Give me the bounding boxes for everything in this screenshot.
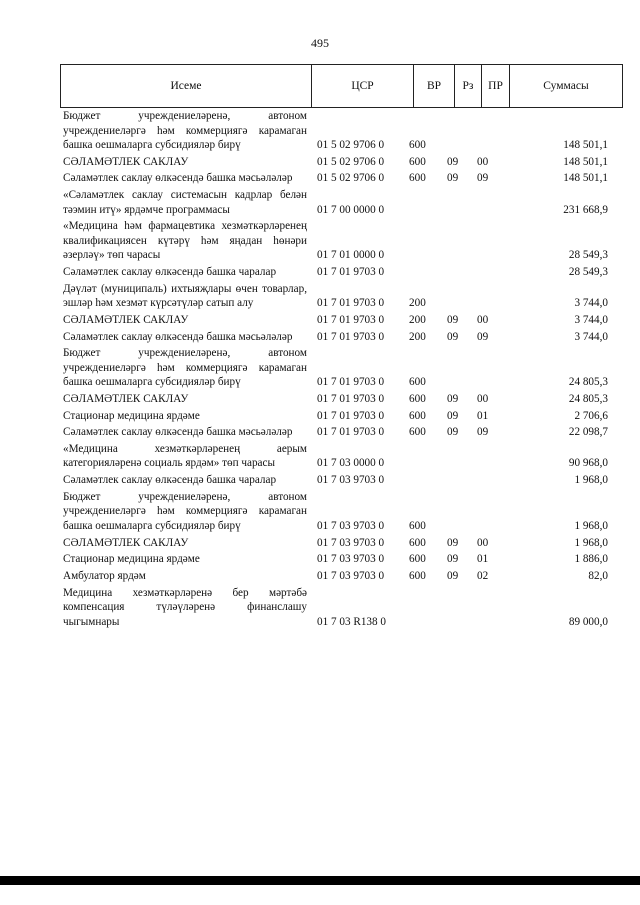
cell-name: Сәламәтлек саклау өлкәсендә башка чаралар (63, 265, 277, 278)
page-number: 495 (311, 36, 329, 50)
cell-sum: 82,0 (588, 569, 608, 582)
cell-name: Стационар медицина ярдәме (63, 553, 200, 566)
cell-csr: 01 7 03 9703 0 (317, 553, 385, 566)
cell-pr: 01 (477, 409, 489, 422)
cell-name: Дәүләт (муниципаль) ихтыяҗлары өчен товарлар, эшләр һәм хезмәт күрсәтүләр сатып алу (63, 282, 307, 310)
cell-sum: 3 744,0 (574, 330, 608, 343)
cell-rz: 09 (447, 313, 459, 326)
cell-pr: 00 (477, 155, 489, 168)
cell-rz: 09 (447, 569, 459, 582)
cell-sum: 28 549,3 (568, 265, 608, 278)
cell-rz: 09 (447, 409, 459, 422)
cell-name: СӘЛАМӘТЛЕК САКЛАУ (63, 392, 189, 405)
cell-name: СӘЛАМӘТЛЕК САКЛАУ (63, 536, 189, 549)
cell-sum: 2 706,6 (574, 409, 608, 422)
table-row (63, 313, 608, 328)
cell-rz: 09 (447, 392, 459, 405)
cell-csr: 01 7 01 9703 0 (317, 297, 385, 310)
cell-sum: 3 744,0 (574, 313, 608, 326)
cell-vr: 600 (409, 569, 426, 582)
cell-vr: 200 (409, 313, 426, 326)
cell-vr: 600 (409, 392, 426, 405)
cell-sum: 22 098,7 (568, 426, 608, 439)
cell-vr: 600 (409, 139, 426, 151)
cell-csr: 01 7 03 9703 0 (317, 474, 385, 487)
column-header-vr: ВР (413, 65, 454, 107)
table-row (63, 155, 608, 170)
table-row (63, 219, 608, 263)
cell-rz: 09 (447, 172, 459, 185)
table-row (63, 586, 608, 630)
cell-sum: 3 744,0 (574, 297, 608, 310)
cell-sum: 90 968,0 (568, 457, 608, 470)
cell-pr: 00 (477, 536, 489, 549)
cell-sum: 1 968,0 (574, 519, 608, 532)
cell-vr: 600 (409, 519, 426, 532)
table-row (63, 442, 608, 471)
cell-name: Амбулатор ярдәм (63, 569, 146, 582)
cell-sum: 1 886,0 (574, 553, 608, 566)
cell-vr: 600 (409, 536, 426, 549)
cell-sum: 231 668,9 (563, 203, 608, 216)
cell-name: Сәламәтлек саклау өлкәсендә башка мәсьәләләр (63, 330, 293, 343)
cell-name: Бюджет учреждениеләренә, автоном учреждениеләргә һәм коммерциягә карамаган башка оешмаларга субсидияләр бирү (63, 347, 307, 389)
cell-csr: 01 7 01 9703 0 (317, 392, 385, 405)
cell-name: Сәламәтлек саклау өлкәсендә башка чаралар (63, 474, 277, 487)
cell-name: «Медицина хезмәткәрләренең аерым категорияләренә социаль ярдәм» төп чарасы (63, 442, 307, 470)
cell-vr: 600 (409, 409, 426, 422)
scan-bottom-border (0, 876, 640, 885)
cell-csr: 01 7 01 9703 0 (317, 409, 385, 422)
table-row (63, 569, 608, 584)
cell-pr: 02 (477, 569, 489, 582)
cell-sum: 24 805,3 (568, 392, 608, 405)
cell-name: СӘЛАМӘТЛЕК САКЛАУ (63, 313, 189, 326)
cell-csr: 01 5 02 9706 0 (317, 155, 385, 168)
table-header (60, 64, 623, 108)
cell-csr: 01 7 01 9703 0 (317, 376, 385, 389)
table-row (63, 392, 608, 407)
cell-sum: 24 805,3 (568, 376, 608, 389)
table-row (63, 282, 608, 311)
table-row (63, 188, 608, 217)
cell-rz: 09 (447, 330, 459, 343)
column-header-name: Исеме (170, 80, 202, 92)
cell-csr: 01 7 03 9703 0 (317, 569, 385, 582)
cell-name: Бюджет учреждениеләренә, автоном учреждениеләргә һәм коммерциягә карамаган башка оешмаларга субсидияләр бирү (63, 110, 307, 151)
cell-csr: 01 7 00 0000 0 (317, 203, 385, 216)
table-row (63, 536, 608, 551)
cell-pr: 00 (477, 392, 489, 405)
cell-pr: 00 (477, 313, 489, 326)
cell-pr: 09 (477, 172, 489, 185)
cell-sum: 148 501,1 (563, 139, 608, 151)
cell-vr: 200 (409, 297, 426, 310)
column-header-rz: Рз (454, 65, 481, 107)
cell-name: «Медицина һәм фармацевтика хезмәткәрләренең квалификациясен күтәрү һәм яңадан һөнәри әзерләү» төп чарасы (63, 220, 307, 262)
cell-csr: 01 7 01 9703 0 (317, 265, 385, 278)
table-row (63, 171, 608, 186)
table-row (63, 425, 608, 440)
cell-name: Бюджет учреждениеләренә, автоном учреждениеләргә һәм коммерциягә карамаган башка оешмаларга субсидияләр бирү (63, 490, 307, 532)
cell-pr: 01 (477, 553, 489, 566)
cell-pr: 09 (477, 426, 489, 439)
cell-sum: 89 000,0 (568, 615, 608, 628)
cell-csr: 01 7 03 9703 0 (317, 519, 385, 532)
cell-vr: 600 (409, 172, 426, 185)
table-row (63, 552, 608, 567)
cell-rz: 09 (447, 553, 459, 566)
cell-csr: 01 7 01 9703 0 (317, 426, 385, 439)
cell-sum: 1 968,0 (574, 474, 608, 487)
cell-rz: 09 (447, 536, 459, 549)
table-row (63, 330, 608, 345)
cell-csr: 01 7 03 0000 0 (317, 457, 385, 470)
cell-vr: 600 (409, 155, 426, 168)
column-header-sum: Суммасы (509, 65, 622, 107)
cell-name: СӘЛАМӘТЛЕК САКЛАУ (63, 155, 189, 168)
column-header-csr: ЦСР (311, 65, 413, 107)
table-row (63, 346, 608, 390)
table-row (63, 409, 608, 424)
table-row (63, 109, 608, 153)
cell-sum: 28 549,3 (568, 249, 608, 262)
table-row (63, 473, 608, 488)
cell-name: Сәламәтлек саклау өлкәсендә башка мәсьәләләр (63, 426, 293, 439)
table-row (63, 265, 608, 280)
cell-vr: 200 (409, 330, 426, 343)
cell-csr: 01 7 01 9703 0 (317, 313, 385, 326)
cell-pr: 09 (477, 330, 489, 343)
cell-csr: 01 5 02 9706 0 (317, 172, 385, 185)
cell-csr: 01 5 02 9706 0 (317, 139, 385, 151)
cell-name: Сәламәтлек саклау өлкәсендә башка мәсьәләләр (63, 172, 293, 185)
table-body (63, 109, 608, 631)
cell-rz: 09 (447, 426, 459, 439)
cell-csr: 01 7 01 0000 0 (317, 249, 385, 262)
cell-csr: 01 7 01 9703 0 (317, 330, 385, 343)
column-header-pr: ПР (481, 65, 509, 107)
cell-vr: 600 (409, 426, 426, 439)
cell-sum: 148 501,1 (563, 172, 608, 185)
cell-name: «Сәламәтлек саклау системасын кадрлар белән тәэмин итү» ярдәмче программасы (63, 189, 307, 216)
cell-rz: 09 (447, 155, 459, 168)
cell-name: Стационар медицина ярдәме (63, 409, 200, 422)
cell-name: Медицина хезмәткәрләренә бер мәртәбә компенсация түләүләренә финанслашу чыгымнары (63, 586, 307, 628)
cell-sum: 1 968,0 (574, 536, 608, 549)
cell-csr: 01 7 03 9703 0 (317, 536, 385, 549)
cell-vr: 600 (409, 553, 426, 566)
cell-sum: 148 501,1 (563, 155, 608, 168)
table-row (63, 490, 608, 534)
cell-vr: 600 (409, 376, 426, 389)
cell-csr: 01 7 03 R138 0 (317, 615, 386, 628)
